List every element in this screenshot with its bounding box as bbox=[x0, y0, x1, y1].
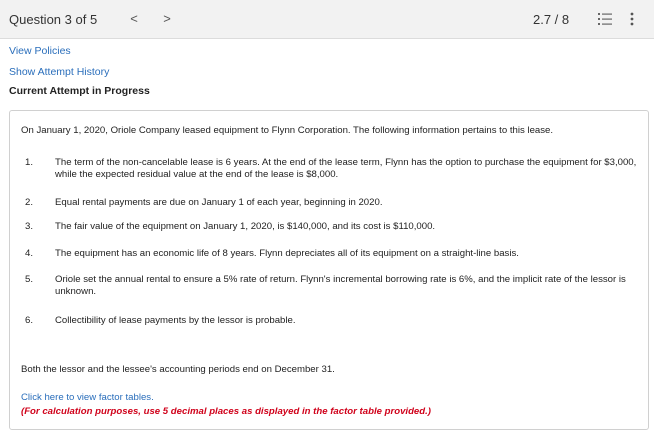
item-number: 2. bbox=[25, 197, 34, 208]
problem-intro: On January 1, 2020, Oriole Company leased equipment to Flynn Corporation. The following information pertains to this lease. bbox=[21, 125, 554, 136]
calculation-note: (For calculation purposes, use 5 decimal places as displayed in the factor table provided.) bbox=[21, 406, 431, 417]
item-number: 1. bbox=[25, 157, 34, 168]
item-text: Oriole set the annual rental to ensure a 5% rate of return. Flynn's incremental borrowing rate is 6%, and the implicit rate of the lessor is unknown. bbox=[55, 274, 626, 297]
problem-panel bbox=[9, 110, 649, 430]
item-number: 3. bbox=[25, 221, 34, 232]
attempt-status: Current Attempt in Progress bbox=[9, 85, 150, 97]
item-text: The term of the non-cancelable lease is 6 years. At the end of the lease term, Flynn has the option to purchase the equipment for $3,000, while the expected residual value at the end of the lease is $8,000. bbox=[55, 157, 637, 180]
previous-question-button[interactable]: < bbox=[130, 11, 138, 26]
view-policies-link[interactable]: View Policies bbox=[9, 45, 71, 57]
item-number: 6. bbox=[25, 315, 34, 326]
factor-tables-link[interactable]: Click here to view factor tables. bbox=[21, 392, 154, 403]
question-header bbox=[0, 0, 654, 39]
kebab-menu-icon[interactable] bbox=[628, 11, 636, 27]
score-display: 2.7 / 8 bbox=[533, 12, 570, 27]
item-text: Collectibility of lease payments by the lessor is probable. bbox=[55, 315, 296, 326]
item-text: The equipment has an economic life of 8 years. Flynn depreciates all of its equipment on a straight-line basis. bbox=[55, 248, 519, 259]
item-number: 4. bbox=[25, 248, 34, 259]
item-text: Equal rental payments are due on January 1 of each year, beginning in 2020. bbox=[55, 197, 383, 208]
question-counter: Question 3 of 5 bbox=[9, 12, 98, 27]
list-icon[interactable] bbox=[597, 11, 613, 27]
item-number: 5. bbox=[25, 274, 34, 285]
item-text: The fair value of the equipment on January 1, 2020, is $140,000, and its cost is $110,000. bbox=[55, 221, 436, 232]
show-attempt-history-link[interactable]: Show Attempt History bbox=[9, 66, 110, 78]
problem-closing: Both the lessor and the lessee's accounting periods end on December 31. bbox=[21, 364, 335, 375]
next-question-button[interactable]: > bbox=[163, 11, 171, 26]
